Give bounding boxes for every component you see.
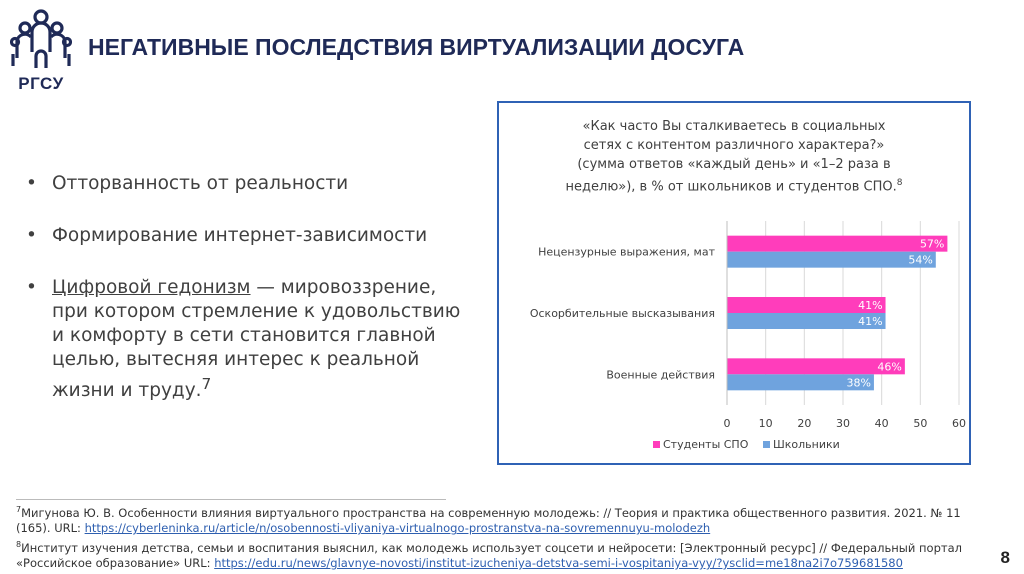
digital-hedonism-link[interactable]: Цифровой гедонизм bbox=[52, 277, 251, 298]
footnote-8: $^8$Институт изучения детства, семьи и воспитания выяснил, как молодежь использует соцсети и нейросети: [Электронный ресурс] // Федеральный портал «Российское образование» URL: https://edu.ru/news/glavnye-novosti/institut-izucheniya-detstva-semi-i-vospitaniya-vyy/?ysclid=me18na2i7o759681580 bbox=[16, 539, 962, 571]
category-label: Нецензурные выражения, мат bbox=[538, 245, 715, 259]
chart-title-ref: 8 bbox=[896, 178, 903, 188]
footnotes bbox=[16, 502, 976, 572]
legend-swatch bbox=[653, 441, 660, 448]
bullet-dot: • bbox=[26, 173, 37, 194]
data-label: 38% bbox=[846, 376, 871, 390]
bullet-item bbox=[24, 224, 474, 248]
bullet-text: Формирование интернет-зависимости bbox=[52, 225, 428, 246]
data-label: 41% bbox=[858, 315, 883, 328]
bar-chart bbox=[499, 103, 969, 463]
bar bbox=[727, 236, 947, 252]
legend-swatch bbox=[763, 441, 770, 448]
page-number: 8 bbox=[1000, 548, 1010, 567]
bar bbox=[727, 252, 936, 268]
page-title: НЕГАТИВНЫЕ ПОСЛЕДСТВИЯ ВИРТУАЛИЗАЦИИ ДОСУГА bbox=[88, 34, 745, 60]
logo-text: РГСУ bbox=[18, 74, 64, 93]
chart-title-line: неделю»), в % от школьников и студентов СПО.$^8$ bbox=[565, 178, 903, 195]
chart-title-line: сетях с контентом различного характера?» bbox=[583, 138, 885, 153]
footnote-8-link[interactable]: https://edu.ru/news/glavnye-novosti/institut-izucheniya-detstva-semi-i-vospitaniya-vyy/?ysclid=me18na2i7o759681580 bbox=[214, 556, 903, 571]
chart-title-line: «Как часто Вы сталкиваетесь в социальных bbox=[582, 119, 886, 134]
category-label: Военные действия bbox=[606, 368, 715, 382]
x-tick-label: 50 bbox=[913, 417, 928, 430]
x-tick-label: 40 bbox=[874, 417, 889, 430]
data-label: 46% bbox=[877, 360, 902, 374]
bullet-item bbox=[24, 172, 474, 196]
bullet-text: Отторванность от реальности bbox=[52, 173, 349, 194]
bullet-text: — мировоззрение, при котором стремление к удовольствию и комфорту в сети становится главной целью, вытесняя интерес к реальной жизни и труду. bbox=[52, 277, 461, 402]
legend-label: Школьники bbox=[773, 438, 840, 451]
bullet-item bbox=[24, 276, 474, 403]
category-label: Оскорбительные высказывания bbox=[529, 307, 715, 320]
bullet-list bbox=[24, 172, 474, 431]
data-label: 57% bbox=[919, 237, 945, 251]
x-tick-label: 10 bbox=[758, 417, 773, 430]
x-tick-label: 0 bbox=[723, 417, 731, 430]
bullet-dot: • bbox=[26, 277, 37, 298]
x-tick-label: 30 bbox=[836, 417, 850, 430]
rgsu-logo bbox=[10, 8, 72, 100]
data-label: 54% bbox=[908, 253, 933, 267]
footnote-ref: 7 bbox=[201, 375, 212, 393]
chart-title-line: (сумма ответов «каждый день» и «1–2 раза в bbox=[577, 157, 891, 172]
footnote-7-link[interactable]: https://cyberleninka.ru/article/n/osobennosti-vliyaniya-virtualnogo-prostranstva-na-sovremennuyu-molodezh bbox=[84, 521, 711, 536]
bullet-dot: • bbox=[26, 225, 37, 246]
footnote-7: $^7$Мигунова Ю. В. Особенности влияния виртуального пространства на современную молодежь: // Теория и практика общественного развития. 2021. № 11 (165). URL: https://cyberleninka.ru/article/n/osobennosti-vliyaniya-virtualnogo-prostranstva-na-sovremennuyu-molodezh bbox=[16, 505, 961, 536]
legend-label: Студенты СПО bbox=[663, 438, 749, 451]
footnote-divider bbox=[16, 499, 446, 500]
data-label: 41% bbox=[858, 299, 883, 312]
x-tick-label: 60 bbox=[952, 417, 966, 430]
people-group-icon bbox=[10, 8, 72, 72]
x-tick-label: 20 bbox=[797, 417, 812, 430]
chart-panel bbox=[497, 101, 971, 465]
